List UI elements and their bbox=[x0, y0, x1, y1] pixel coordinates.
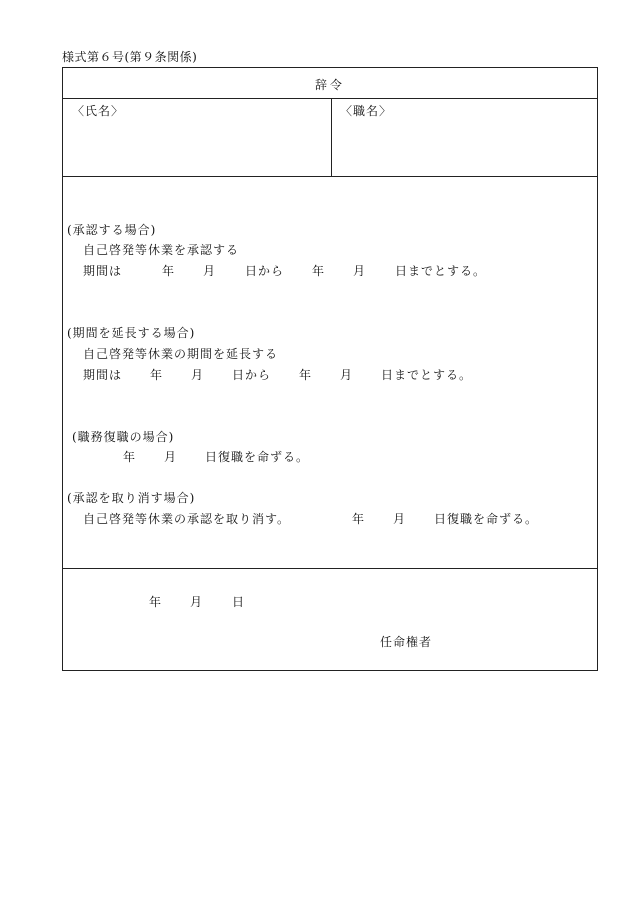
divider-fields bbox=[63, 176, 597, 177]
extend-start-day: 日から bbox=[232, 368, 272, 382]
approve-heading: (承認する場合) bbox=[67, 223, 157, 237]
divider-title bbox=[63, 98, 597, 99]
appointing-authority: 任命権者 bbox=[380, 635, 433, 649]
extend-heading: (期間を延長する場合) bbox=[67, 326, 196, 340]
extend-text: 自己啓発等休業の期間を延長する bbox=[83, 347, 279, 361]
reinstate-month: 月 bbox=[164, 450, 178, 464]
extend-end-year: 年 bbox=[299, 368, 313, 382]
revoke-month: 月 bbox=[393, 512, 407, 526]
divider-name-position bbox=[331, 98, 332, 176]
extend-end-day: 日までとする。 bbox=[381, 368, 473, 382]
reinstate-day: 日復職を命ずる。 bbox=[205, 450, 310, 464]
extend-start-year: 年 bbox=[150, 368, 164, 382]
divider-footer bbox=[63, 568, 597, 569]
extend-start-month: 月 bbox=[191, 368, 205, 382]
revoke-heading: (承認を取り消す場合) bbox=[67, 491, 196, 505]
approve-end-year: 年 bbox=[312, 264, 326, 278]
revoke-text: 自己啓発等休業の承認を取り消す。 bbox=[83, 512, 291, 526]
approve-start-year: 年 bbox=[162, 264, 176, 278]
revoke-year: 年 bbox=[352, 512, 366, 526]
issue-year: 年 bbox=[149, 595, 163, 609]
form-number: 様式第６号(第９条関係) bbox=[62, 50, 198, 64]
reinstate-year: 年 bbox=[123, 450, 137, 464]
reinstate-heading: (職務復職の場合) bbox=[72, 430, 175, 444]
approve-end-day: 日までとする。 bbox=[395, 264, 487, 278]
extend-end-month: 月 bbox=[340, 368, 354, 382]
approve-start-day: 日から bbox=[245, 264, 285, 278]
approve-period-prefix: 期間は bbox=[83, 264, 123, 278]
name-field-label: 〈氏名〉 bbox=[72, 104, 125, 118]
approve-end-month: 月 bbox=[353, 264, 367, 278]
approve-start-month: 月 bbox=[203, 264, 217, 278]
issue-day: 日 bbox=[232, 595, 246, 609]
extend-period-prefix: 期間は bbox=[83, 368, 123, 382]
revoke-day: 日復職を命ずる。 bbox=[434, 512, 539, 526]
approve-text: 自己啓発等休業を承認する bbox=[83, 243, 240, 257]
document-title: 辞令 bbox=[314, 78, 345, 92]
issue-month: 月 bbox=[190, 595, 204, 609]
position-field-label: 〈職名〉 bbox=[340, 104, 393, 118]
appointment-form bbox=[62, 67, 598, 671]
